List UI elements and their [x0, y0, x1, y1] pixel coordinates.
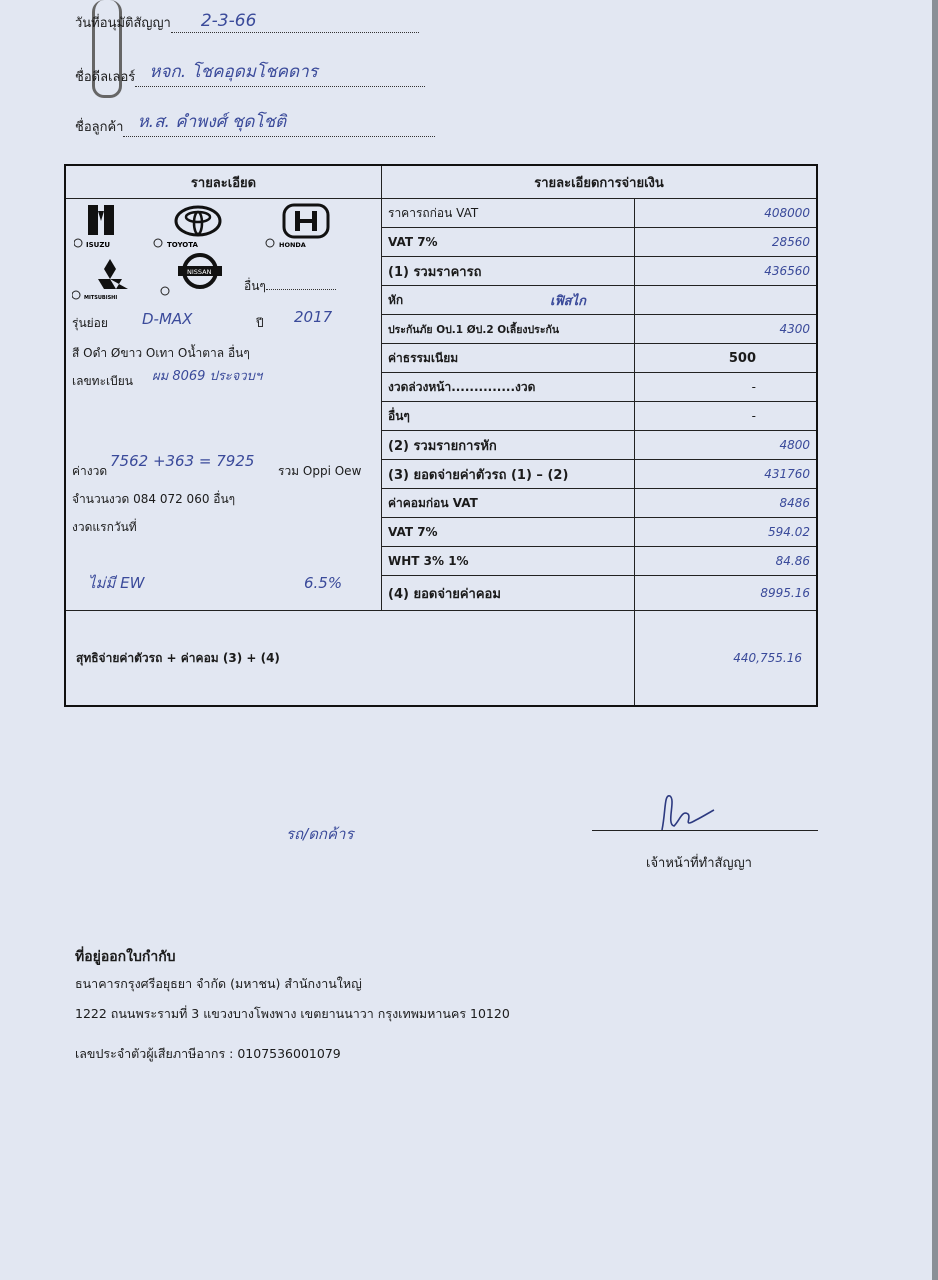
signature-left-note: รถ/ดกค้าร — [286, 825, 354, 843]
plate-label: เลขทะเบียน — [72, 374, 133, 388]
nissan-logo — [158, 253, 240, 302]
year-label: ปี — [256, 316, 264, 330]
signature-line — [592, 830, 818, 831]
total-label: สุทธิจ่ายค่าตัวรถ + ค่าคอม (3) + (4) — [65, 611, 635, 707]
brand-logos — [66, 199, 381, 309]
deduct-note: เฟิสไก — [550, 294, 586, 309]
row-value: 436560 — [635, 257, 818, 286]
row-label: (2) รวมรายการหัก — [382, 431, 635, 460]
toyota-logo — [152, 203, 232, 252]
customer-label: ชื่อลูกค้า — [75, 120, 124, 135]
row-value: 594.02 — [635, 518, 818, 547]
vehicle-details — [65, 199, 382, 611]
officer-label: เจ้าหน้าที่ทำสัญญา — [646, 856, 752, 871]
plate-row — [66, 367, 381, 395]
row-value: 408000 — [635, 199, 818, 228]
row-value: 431760 — [635, 460, 818, 489]
isuzu-logo — [74, 203, 128, 252]
nissan-text: NISSAN — [187, 268, 212, 276]
mitsubishi-logo — [72, 257, 142, 306]
officer-signature — [652, 790, 722, 840]
customer-row — [75, 112, 435, 137]
first-due-row — [66, 513, 381, 541]
note-row — [66, 571, 381, 605]
honda-text: HONDA — [279, 241, 306, 249]
other-brand — [244, 277, 336, 296]
left-header: รายละเอียด — [65, 165, 382, 199]
dealer-value: หจก. โชคอุดมโชคดาร — [149, 62, 318, 82]
row-value: 4300 — [635, 315, 818, 344]
row-value: 8486 — [635, 489, 818, 518]
row-value — [635, 286, 818, 315]
row-label: VAT 7% — [382, 518, 635, 547]
contract-date-label: วันที่อนุมัติสัญญา — [75, 16, 171, 31]
footer-line3: เลขประจำตัวผู้เสียภาษีอากร : 0107536001079 — [75, 1046, 341, 1061]
row-label: ราคารถก่อน VAT — [382, 199, 635, 228]
row-label: (4) ยอดจ่ายค่าคอม — [382, 576, 635, 611]
model-value: D-MAX — [142, 310, 193, 328]
row-label — [382, 286, 635, 315]
model-row — [66, 309, 381, 339]
row-value: - — [635, 402, 818, 431]
note-value: ไม่มี EW — [88, 574, 145, 592]
plate-value: ผม 8069 ประจวบฯ — [152, 369, 263, 384]
model-label: รุ่นย่อย — [72, 316, 108, 330]
year-value: 2017 — [294, 308, 333, 326]
row-value: 4800 — [635, 431, 818, 460]
row-label: (3) ยอดจ่ายค่าตัวรถ (1) – (2) — [382, 460, 635, 489]
count-label: จำนวนงวด 084 072 060 อื่นๆ — [72, 492, 236, 506]
installment-value: 7562 +363 = 7925 — [110, 452, 255, 470]
dealer-label: ชื่อดีลเลอร์ — [75, 70, 136, 85]
mitsubishi-text: MITSUBISHI — [84, 295, 118, 301]
installment-label: ค่างวด — [72, 464, 108, 478]
row-label: อื่นๆ — [382, 402, 635, 431]
installment-suffix: รวม Oppi Oew — [278, 464, 362, 478]
row-value: 84.86 — [635, 547, 818, 576]
contract-date-value: 2-3-66 — [200, 11, 257, 31]
footer-title: ที่อยู่ออกใบกำกับ — [75, 949, 176, 965]
toyota-text: TOYOTA — [167, 241, 198, 249]
other-brand-label: อื่นๆ — [244, 279, 266, 293]
row-label: ค่าคอมก่อน VAT — [382, 489, 635, 518]
row-label: ค่าธรรมเนียม — [382, 344, 635, 373]
dealer-row — [75, 62, 425, 87]
row-value: - — [635, 373, 818, 402]
row-label: VAT 7% — [382, 228, 635, 257]
payment-table — [64, 164, 818, 707]
installment-row — [66, 452, 381, 485]
row-label: WHT 3% 1% — [382, 547, 635, 576]
honda-logo — [262, 203, 354, 252]
row-value: 8995.16 — [635, 576, 818, 611]
contract-date-row — [75, 12, 419, 33]
first-due-label: งวดแรกวันที่ — [72, 520, 137, 534]
row-value: 500 — [635, 344, 818, 373]
deduct-label: หัก — [388, 292, 404, 307]
rate-value: 6.5% — [304, 574, 343, 592]
customer-value: ห.ส. คำพงศ์ ชุดโชติ — [137, 112, 287, 132]
right-header: รายละเอียดการจ่ายเงิน — [382, 165, 818, 199]
isuzu-text: ISUZU — [86, 241, 111, 249]
row-label: งวดล่วงหน้า..............งวด — [382, 373, 635, 402]
row-value: 28560 — [635, 228, 818, 257]
footer-line1: ธนาคารกรุงศรีอยุธยา จำกัด (มหาชน) สำนักงานใหญ่ — [75, 976, 362, 991]
total-value: 440,755.16 — [635, 611, 818, 707]
count-row — [66, 485, 381, 513]
row-label: ประกันภัย Oป.1 Øป.2 Oเลี้ยงประกัน — [382, 315, 635, 344]
row-label: (1) รวมราคารถ — [382, 257, 635, 286]
color-label: สี Oดำ Øขาว Oเทา Oน้ำตาล อื่นๆ — [72, 346, 250, 360]
footer-line2: 1222 ถนนพระรามที่ 3 แขวงบางโพงพาง เขตยานนาวา กรุงเทพมหานคร 10120 — [75, 1006, 510, 1021]
